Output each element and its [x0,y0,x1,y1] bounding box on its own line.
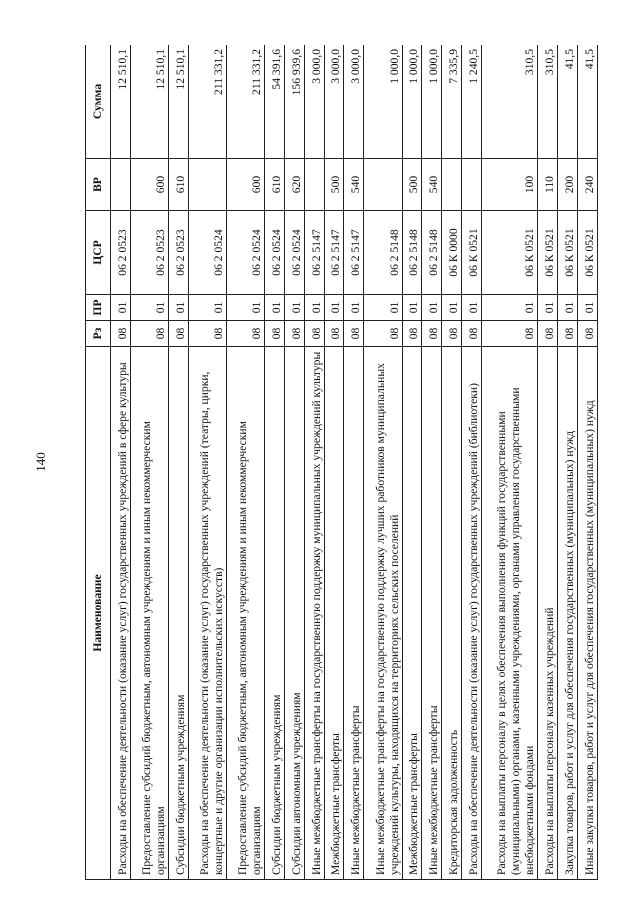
cell-csr: 06 2 0523 [130,211,168,295]
cell-name: Иные межбюджетные трансферты на государственную поддержку лучших работников муниципальных учреждений культуры, находящихся на территориях сельских поселений [364,347,402,880]
cell-sum: 3 000,0 [324,45,344,159]
cell-name: Расходы на выплаты персоналу в целях обеспечения выполнения функций государственными (муниципальными) органами, казенными учреждениями, органами управления государственными внебюджетными фондами [481,347,538,880]
header-vr: ВР [86,159,111,211]
cell-vr: 500 [324,159,344,211]
cell-rz: 08 [188,321,226,347]
cell-pr: 01 [169,295,189,321]
cell-pr: 01 [304,295,324,321]
cell-csr: 06 К 0000 [442,211,462,295]
cell-csr: 06 2 0524 [285,211,305,295]
cell-rz: 08 [169,321,189,347]
cell-vr: 600 [227,159,265,211]
cell-pr: 01 [481,295,538,321]
cell-name: Субсидии автономным учреждениям [285,347,305,880]
cell-vr: 610 [169,159,189,211]
header-sum: Сумма [86,45,111,159]
cell-csr: 06 К 0521 [577,211,597,295]
cell-sum: 12 510,1 [169,45,189,159]
cell-name: Расходы на выплаты персоналу казенных учреждений [538,347,558,880]
cell-sum: 3 000,0 [344,45,364,159]
cell-name: Иные межбюджетные трансферты [422,347,442,880]
cell-csr: 06 К 0521 [558,211,578,295]
cell-sum: 211 331,2 [188,45,226,159]
table-row [285,45,305,880]
cell-rz: 08 [422,321,442,347]
cell-name: Субсидии бюджетным учреждениям [265,347,285,880]
cell-name: Кредиторская задолженность [442,347,462,880]
cell-sum: 54 391,6 [265,45,285,159]
cell-pr: 01 [461,295,481,321]
cell-name: Закупка товаров, работ и услуг для обеспечения государственных (муниципальных) нужд [558,347,578,880]
table-header [86,45,111,880]
cell-csr: 06 2 5147 [304,211,324,295]
table-row [538,45,558,880]
cell-pr: 01 [538,295,558,321]
cell-sum: 7 335,9 [442,45,462,159]
cell-rz: 08 [461,321,481,347]
header-row [86,45,111,880]
table-row [402,45,422,880]
cell-rz: 08 [304,321,324,347]
cell-pr: 01 [558,295,578,321]
budget-table [85,45,598,880]
cell-csr: 06 2 0524 [265,211,285,295]
cell-pr: 01 [324,295,344,321]
cell-rz: 08 [402,321,422,347]
cell-csr: 06 К 0521 [538,211,558,295]
table-row [324,45,344,880]
cell-pr: 01 [188,295,226,321]
cell-vr [188,159,226,211]
cell-csr: 06 2 5147 [344,211,364,295]
cell-rz: 08 [265,321,285,347]
cell-rz: 08 [111,321,131,347]
cell-csr: 06 2 5148 [364,211,402,295]
cell-rz: 08 [481,321,538,347]
header-name: Наименование [86,347,111,880]
cell-vr: 540 [422,159,442,211]
budget-table-container [85,45,598,880]
table-row [558,45,578,880]
header-rz: Рз [86,321,111,347]
cell-sum: 41,5 [558,45,578,159]
cell-sum: 310,5 [481,45,538,159]
cell-rz: 08 [344,321,364,347]
cell-pr: 01 [285,295,305,321]
cell-rz: 08 [285,321,305,347]
cell-csr: 06 2 0524 [227,211,265,295]
cell-name: Расходы на обеспечение деятельности (оказание услуг) государственных учреждений в сфере культуры [111,347,131,880]
cell-vr: 100 [481,159,538,211]
cell-vr: 240 [577,159,597,211]
cell-pr: 01 [130,295,168,321]
cell-sum: 156 939,6 [285,45,305,159]
cell-name: Иные межбюджетные трансферты на государственную поддержку муниципальных учреждений культуры [304,347,324,880]
cell-sum: 3 000,0 [304,45,324,159]
cell-vr [364,159,402,211]
cell-sum: 12 510,1 [111,45,131,159]
cell-name: Предоставление субсидий бюджетным, автономным учреждениям и иным некоммерческим организациям [130,347,168,880]
cell-csr: 06 2 5148 [422,211,442,295]
cell-pr: 01 [577,295,597,321]
cell-pr: 01 [265,295,285,321]
table-row [481,45,538,880]
cell-rz: 08 [558,321,578,347]
table-row [461,45,481,880]
table-row [577,45,597,880]
header-csr: ЦСР [86,211,111,295]
cell-pr: 01 [344,295,364,321]
table-row [344,45,364,880]
cell-pr: 01 [111,295,131,321]
cell-pr: 01 [422,295,442,321]
cell-name: Межбюджетные трансферты [324,347,344,880]
cell-vr [442,159,462,211]
cell-sum: 1 000,0 [402,45,422,159]
table-row [304,45,324,880]
table-row [188,45,226,880]
cell-name: Расходы на обеспечение деятельности (оказание услуг) государственных учреждений (библиотеки) [461,347,481,880]
cell-name: Предоставление субсидий бюджетным, автономным учреждениям и иным некоммерческим организациям [227,347,265,880]
cell-rz: 08 [130,321,168,347]
table-row [442,45,462,880]
table-row [265,45,285,880]
cell-sum: 1 240,5 [461,45,481,159]
page-number: 140 [33,452,48,472]
cell-sum: 12 510,1 [130,45,168,159]
cell-name: Иные межбюджетные трансферты [344,347,364,880]
table-row [227,45,265,880]
cell-pr: 01 [227,295,265,321]
cell-rz: 08 [577,321,597,347]
cell-name: Расходы на обеспечение деятельности (оказание услуг) государственных учреждений (театры, цирки, концертные и другие организации исполнительских искусств) [188,347,226,880]
cell-vr: 600 [130,159,168,211]
table-row [169,45,189,880]
cell-vr: 610 [265,159,285,211]
cell-name: Субсидии бюджетным учреждениям [169,347,189,880]
cell-rz: 08 [324,321,344,347]
cell-rz: 08 [227,321,265,347]
cell-csr: 06 2 0523 [111,211,131,295]
cell-rz: 08 [442,321,462,347]
cell-pr: 01 [364,295,402,321]
cell-csr: 06 2 0524 [188,211,226,295]
cell-vr: 540 [344,159,364,211]
table-body [111,45,598,880]
header-pr: ПР [86,295,111,321]
cell-csr: 06 К 0521 [481,211,538,295]
cell-vr: 500 [402,159,422,211]
cell-pr: 01 [402,295,422,321]
cell-sum: 1 000,0 [364,45,402,159]
cell-rz: 08 [538,321,558,347]
cell-csr: 06 2 5147 [324,211,344,295]
table-row [364,45,402,880]
cell-name: Иные закупки товаров, работ и услуг для обеспечения государственных (муниципальных) нужд [577,347,597,880]
cell-sum: 41,5 [577,45,597,159]
cell-sum: 310,5 [538,45,558,159]
cell-csr: 06 2 5148 [402,211,422,295]
cell-vr: 200 [558,159,578,211]
cell-sum: 211 331,2 [227,45,265,159]
table-row [111,45,131,880]
cell-csr: 06 К 0521 [461,211,481,295]
table-row [130,45,168,880]
cell-pr: 01 [442,295,462,321]
cell-vr [461,159,481,211]
cell-vr [304,159,324,211]
rotated-page-content [85,45,598,880]
cell-sum: 1 000,0 [422,45,442,159]
cell-name: Межбюджетные трансферты [402,347,422,880]
cell-vr: 110 [538,159,558,211]
cell-rz: 08 [364,321,402,347]
cell-vr [111,159,131,211]
cell-csr: 06 2 0523 [169,211,189,295]
cell-vr: 620 [285,159,305,211]
table-row [422,45,442,880]
